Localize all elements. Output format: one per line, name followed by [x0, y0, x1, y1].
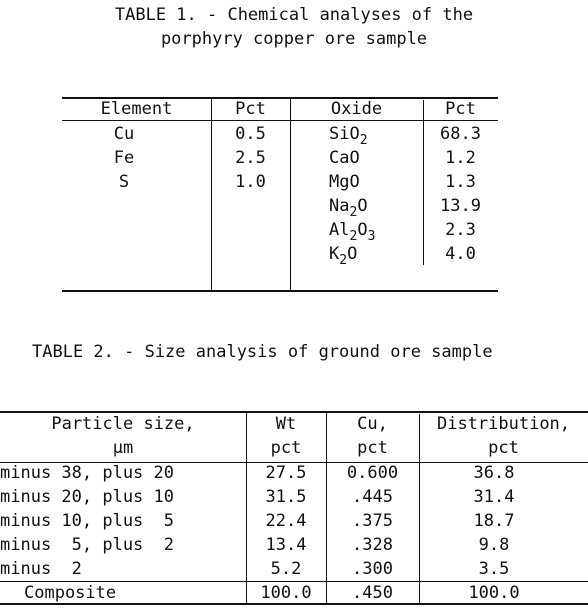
table1-oxide-pct-cell: 68.3 [440, 124, 481, 144]
table2-dist-cell: 36.8 [473, 463, 515, 483]
table1-header-pct: Pct [445, 99, 476, 119]
table1-oxide-pct-cell: 4.0 [445, 244, 476, 264]
table2-header-size: Particle size, [51, 414, 195, 434]
table1-col-divider [290, 97, 291, 291]
table2-size-cell: minus 2 [0, 559, 82, 579]
table1-oxide-cell: $Al_2O_3$ [329, 220, 376, 244]
table2-wt-cell: 13.4 [265, 535, 307, 555]
table2-wt-cell: 31.5 [265, 487, 307, 507]
table2-size-cell: minus 10, plus 5 [0, 511, 174, 531]
table1-pct-cell: 2.5 [235, 148, 266, 168]
table2-dist-cell: 100.0 [468, 583, 520, 603]
table1-oxide-cell: SiO$_2$ [329, 124, 368, 148]
table1-oxide-pct-cell: 1.2 [445, 148, 476, 168]
table2-size-cell: minus 20, plus 10 [0, 487, 174, 507]
table2-wt-cell: 22.4 [265, 511, 307, 531]
table2-title: TABLE 2. - Size analysis of ground ore sample [32, 342, 493, 362]
table2-cu-cell: .300 [352, 559, 393, 579]
table2-header-cu-unit: pct [357, 438, 388, 458]
table2-size-cell: minus 38, plus 20 [0, 463, 174, 483]
table2-composite-rule [0, 581, 588, 582]
table1-oxide-pct-cell: 1.3 [445, 172, 476, 192]
table1-oxide-cell: CaO [329, 148, 360, 168]
table1-element-cell: Fe [113, 148, 135, 168]
table2-dist-cell: 31.4 [473, 487, 515, 507]
table2-header-cu: Cu, [357, 414, 388, 434]
table2-header-dist: Distribution, [436, 414, 571, 434]
table1-header-oxide: Oxide [330, 99, 383, 119]
table2-composite-label: Composite [24, 583, 117, 603]
table2-dist-cell: 18.7 [473, 511, 515, 531]
table2-cu-cell: .445 [352, 487, 393, 507]
table1-bottom-rule [62, 290, 498, 292]
table1-oxide-cell: $Na_2O$ [329, 196, 368, 220]
table2-size-cell: minus 5, plus 2 [0, 535, 174, 555]
table1-oxide-pct-cell: 2.3 [445, 220, 476, 240]
table1-pct-cell: 0.5 [235, 124, 266, 144]
table2-wt-cell: 27.5 [265, 463, 307, 483]
table2-header-wt-unit: pct [270, 438, 302, 458]
table1-oxide-cell: MgO [329, 172, 360, 192]
table1-oxide-pct-cell: 13.9 [440, 196, 481, 216]
table2-cu-cell: .450 [352, 583, 393, 603]
table1-element-cell: Cu [113, 124, 135, 144]
table1-header-element: Element [100, 99, 173, 119]
table1-title-line1: TABLE 1. - Chemical analyses of the [114, 5, 474, 25]
table2-dist-cell: 3.5 [478, 559, 510, 579]
table2-header-size-unit: µm [112, 438, 134, 458]
table1-title-line2: porphyry copper ore sample [160, 29, 428, 49]
table2-dist-cell: 9.8 [478, 535, 510, 555]
table1-element-cell: S [118, 172, 130, 192]
table2-cu-cell: .328 [352, 535, 393, 555]
table1-header-rule [62, 120, 498, 121]
table1-pct-cell: 1.0 [235, 172, 266, 192]
table2-cu-cell: 0.600 [346, 463, 399, 483]
table2-top-rule [0, 411, 588, 413]
table2-wt-cell: 5.2 [270, 559, 302, 579]
table2-bottom-rule [0, 603, 588, 605]
table2-header-wt: Wt [275, 414, 297, 434]
table1-header-pct: Pct [235, 99, 266, 119]
table2-header-dist-unit: pct [488, 438, 519, 458]
table1-oxide-cell: $K_2O$ [329, 244, 358, 268]
table2-wt-cell: 100.0 [260, 583, 312, 603]
table2-cu-cell: .375 [352, 511, 393, 531]
